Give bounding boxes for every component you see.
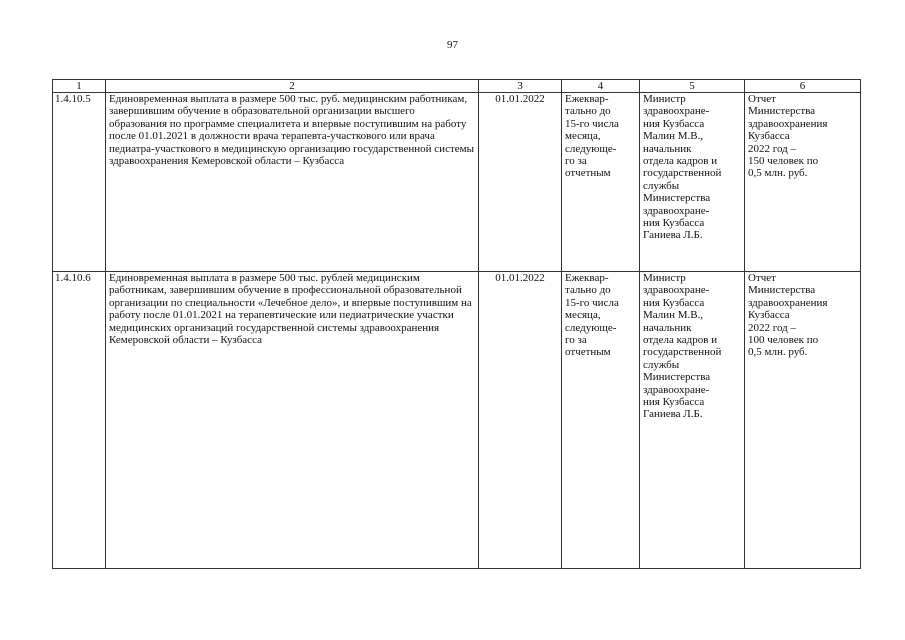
- responsible-line: отдела кадров и: [643, 155, 718, 168]
- row-date: 01.01.2022: [479, 272, 562, 569]
- period-line: тально до: [565, 105, 611, 118]
- row-code: 1.4.10.5: [53, 93, 106, 272]
- responsible-line: ния Кузбасса: [643, 396, 705, 409]
- report-line: Министерства: [748, 284, 816, 297]
- responsible-line: здравоохране-: [643, 284, 710, 297]
- measures-table: [52, 79, 861, 569]
- page-number: 97: [447, 39, 458, 51]
- row-responsible: [640, 93, 745, 272]
- responsible-line: Малин М.В.,: [643, 130, 704, 143]
- report-line: Кузбасса: [748, 130, 790, 143]
- report-line: 100 человек по: [748, 334, 819, 347]
- period-line: 15-го числа: [565, 117, 619, 130]
- responsible-line: ния Кузбасса: [643, 296, 705, 309]
- period-line: следующе-: [565, 321, 617, 334]
- responsible-line: отдела кадров и: [643, 334, 718, 347]
- row-responsible: [640, 272, 745, 569]
- responsible-line: Малин М.В.,: [643, 309, 704, 322]
- row-description: Единовременная выплата в размере 500 тыс. рублей медицинским работникам, завершившим обучение в профессиональной образовательной организации по специальности «Лечебное дело», и впервые поступившим на работу после 01.01.2021 на терапевтические или педиатрические участки медицинских организаций государственной системы здравоохранения Кемеровской области – Кузбасса: [106, 272, 479, 569]
- period-line: Ежеквар-: [565, 93, 609, 105]
- row-report: [745, 272, 861, 569]
- row-period: [562, 272, 640, 569]
- responsible-line: государственной: [643, 167, 722, 180]
- report-line: 0,5 млн. руб.: [748, 167, 808, 180]
- period-line: го за: [565, 334, 587, 347]
- period-line: месяца,: [565, 130, 601, 143]
- responsible-line: Министерства: [643, 371, 711, 384]
- responsible-line: начальник: [643, 142, 692, 155]
- header-cell-3: 3: [479, 80, 562, 93]
- row-period: [562, 93, 640, 272]
- header-cell-4: 4: [562, 80, 640, 93]
- responsible-line: государственной: [643, 346, 722, 359]
- table-row: [53, 93, 861, 272]
- responsible-line: Ганиева Л.Б.: [643, 229, 703, 242]
- row-date: 01.01.2022: [479, 93, 562, 272]
- period-line: месяца,: [565, 309, 601, 322]
- report-line: Отчет: [748, 272, 776, 284]
- row-code: 1.4.10.6: [53, 272, 106, 569]
- report-line: 0,5 млн. руб.: [748, 346, 808, 359]
- responsible-line: службы: [643, 358, 680, 371]
- report-line: 2022 год –: [748, 321, 797, 334]
- responsible-line: Министерства: [643, 192, 711, 205]
- report-line: Отчет: [748, 93, 776, 105]
- period-line: следующе-: [565, 142, 617, 155]
- report-line: 150 человек по: [748, 155, 819, 168]
- report-line: здравоохранения: [748, 117, 828, 130]
- table-header-row: [53, 80, 861, 93]
- header-cell-6: 6: [745, 80, 861, 93]
- responsible-line: службы: [643, 179, 680, 192]
- header-cell-5: 5: [640, 80, 745, 93]
- period-line: Ежеквар-: [565, 272, 609, 284]
- responsible-line: Ганиева Л.Б.: [643, 408, 703, 421]
- responsible-line: здравоохране-: [643, 383, 710, 396]
- responsible-line: здравоохране-: [643, 204, 710, 217]
- report-line: Кузбасса: [748, 309, 790, 322]
- report-line: 2022 год –: [748, 142, 797, 155]
- responsible-line: Министр: [643, 272, 686, 284]
- period-line: отчетным: [565, 346, 611, 359]
- header-cell-2: 2: [106, 80, 479, 93]
- report-line: Министерства: [748, 105, 816, 118]
- report-line: здравоохранения: [748, 296, 828, 309]
- period-line: 15-го числа: [565, 296, 619, 309]
- table-row: [53, 272, 861, 569]
- period-line: отчетным: [565, 167, 611, 180]
- responsible-line: здравоохране-: [643, 105, 710, 118]
- header-cell-1: 1: [53, 80, 106, 93]
- row-description: Единовременная выплата в размере 500 тыс. руб. медицинским работникам, завершившим обучение в образовательной организации высшего образования по программе специалитета и впервые поступившим на работу после 01.01.2021 в должности врача терапевта-участкового или врача педиатра-участкового в медицинскую организацию государственной системы здравоохранения Кемеровской области – Кузбасса: [106, 93, 479, 272]
- period-line: тально до: [565, 284, 611, 297]
- responsible-line: ния Кузбасса: [643, 117, 705, 130]
- row-report: [745, 93, 861, 272]
- responsible-line: Министр: [643, 93, 686, 105]
- responsible-line: начальник: [643, 321, 692, 334]
- responsible-line: ния Кузбасса: [643, 217, 705, 230]
- period-line: го за: [565, 155, 587, 168]
